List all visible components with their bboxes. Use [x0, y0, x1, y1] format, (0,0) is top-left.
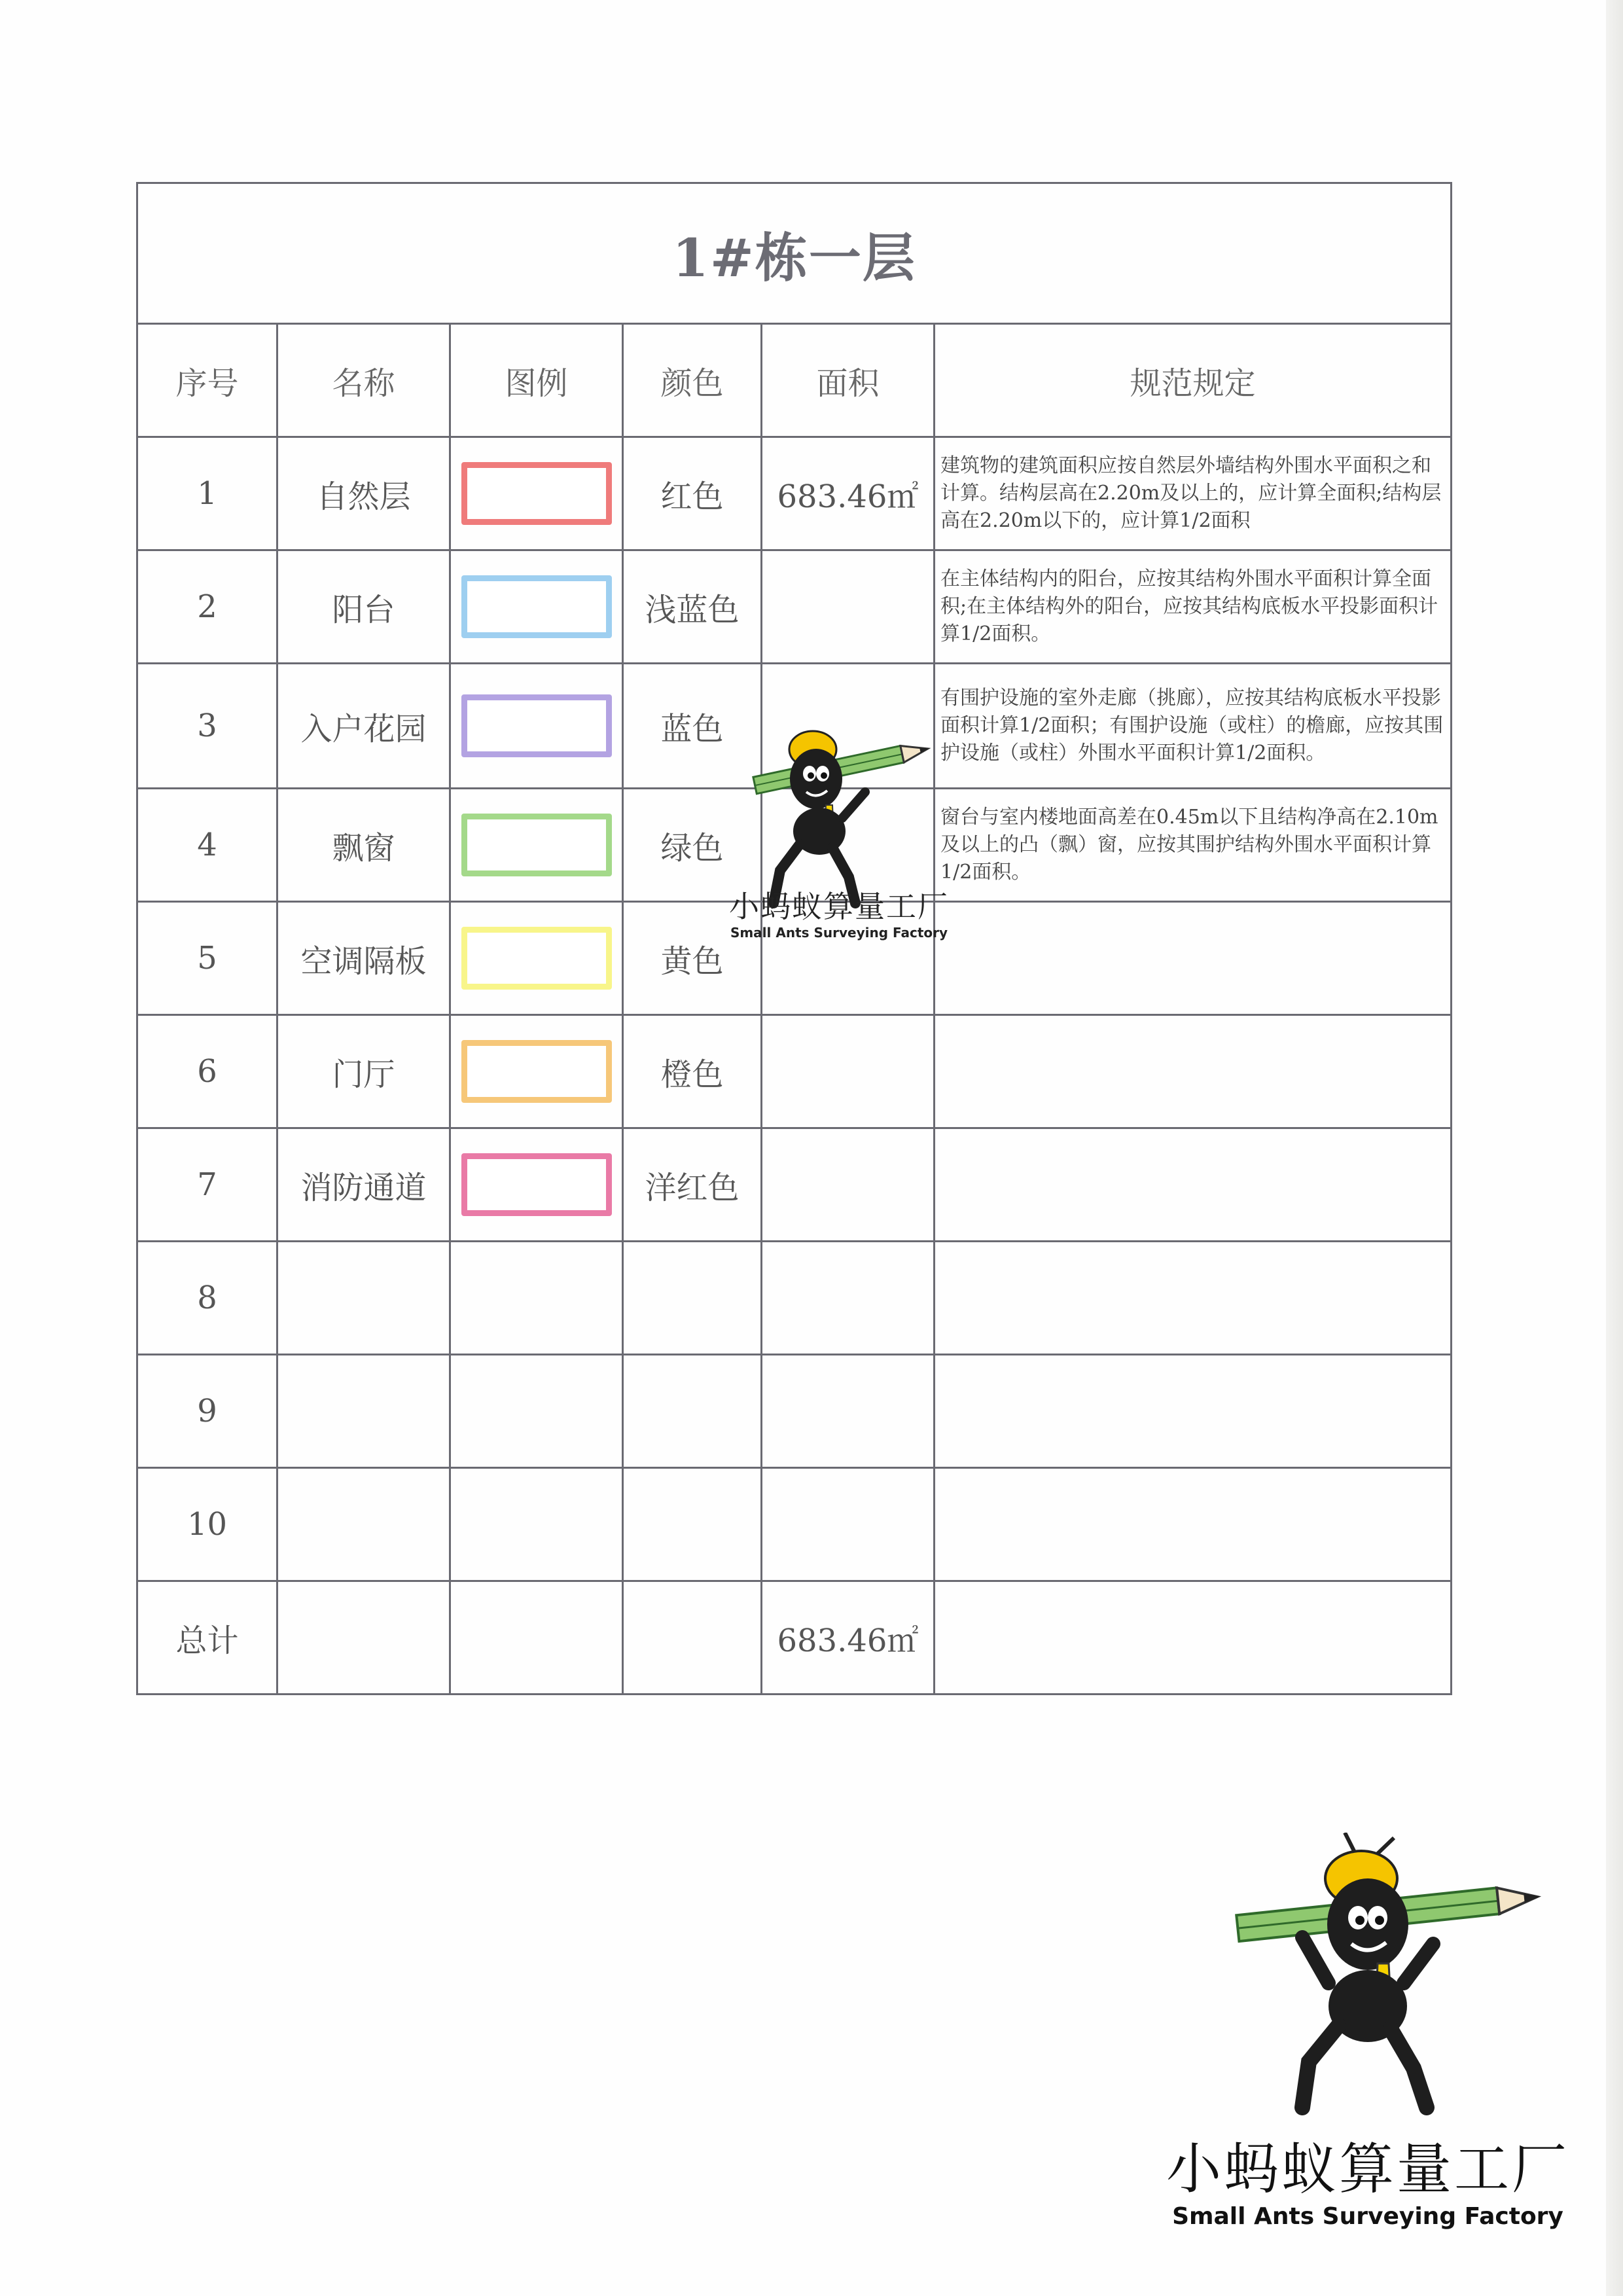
table-row [137, 1468, 1452, 1581]
row-legend [450, 1468, 623, 1581]
header-legend: 图例 [450, 324, 623, 437]
header-row [137, 324, 1452, 437]
row-legend [450, 1015, 623, 1128]
row-color: 橙色 [623, 1015, 762, 1128]
row-area [762, 1128, 935, 1242]
row-no: 1 [137, 437, 277, 550]
total-empty-3 [623, 1581, 762, 1695]
row-color: 红色 [623, 437, 762, 550]
brand-text [1152, 2136, 1584, 2232]
legend-swatch [461, 814, 612, 876]
row-spec: 建筑物的建筑面积应按自然层外墙结构外围水平面积之和计算。结构层高在2.20m及以上的，应计算全面积;结构层高在2.20m以下的，应计算1/2面积 [935, 437, 1452, 550]
header-no: 序号 [137, 324, 277, 437]
row-name: 消防通道 [277, 1128, 450, 1242]
row-name [277, 1468, 450, 1581]
watermark-en: Small Ants Surveying Factory [730, 925, 948, 941]
brand-cn: 小蚂蚁算量工厂 [1166, 2137, 1569, 2201]
row-name: 入户花园 [277, 664, 450, 789]
row-area [762, 1355, 935, 1468]
table-row [137, 1242, 1452, 1355]
row-no: 4 [137, 789, 277, 902]
row-name: 门厅 [277, 1015, 450, 1128]
row-area [762, 1242, 935, 1355]
total-empty-2 [450, 1581, 623, 1695]
row-spec [935, 902, 1452, 1015]
total-row [137, 1581, 1452, 1695]
row-legend [450, 437, 623, 550]
legend-swatch [461, 575, 612, 638]
table-row [137, 1128, 1452, 1242]
row-name: 阳台 [277, 550, 450, 664]
header-area: 面积 [762, 324, 935, 437]
row-spec: 有围护设施的室外走廊（挑廊），应按其结构底板水平投影面积计算1/2面积；有围护设施（或柱）的檐廊，应按其围护设施（或柱）外围水平面积计算1/2面积。 [935, 664, 1452, 789]
row-color [623, 1468, 762, 1581]
row-color: 黄色 [623, 902, 762, 1015]
row-legend [450, 664, 623, 789]
row-name: 自然层 [277, 437, 450, 550]
row-area [762, 1015, 935, 1128]
row-color [623, 1242, 762, 1355]
row-spec: 窗台与室内楼地面高差在0.45m以下且结构净高在2.10m及以上的凸（飘）窗，应按其围护结构外围水平面积计算1/2面积。 [935, 789, 1452, 902]
row-no: 2 [137, 550, 277, 664]
row-spec [935, 1355, 1452, 1468]
row-name [277, 1355, 450, 1468]
row-no: 5 [137, 902, 277, 1015]
total-empty-4 [935, 1581, 1452, 1695]
table-row [137, 1015, 1452, 1128]
table-row [137, 550, 1452, 664]
row-legend [450, 1355, 623, 1468]
row-color: 绿色 [623, 789, 762, 902]
row-legend [450, 1242, 623, 1355]
legend-swatch [461, 1153, 612, 1216]
header-name: 名称 [277, 324, 450, 437]
header-spec: 规范规定 [935, 324, 1452, 437]
row-spec [935, 1242, 1452, 1355]
table-title: 1#栋一层 [137, 183, 1452, 324]
watermark-text [715, 889, 963, 941]
header-color: 颜色 [623, 324, 762, 437]
row-spec: 在主体结构内的阳台，应按其结构外围水平面积计算全面积;在主体结构外的阳台，应按其结构底板水平投影面积计算1/2面积。 [935, 550, 1452, 664]
legend-swatch [461, 462, 612, 525]
row-spec [935, 1015, 1452, 1128]
brand-ant-logo [1230, 1833, 1571, 2121]
row-legend [450, 1128, 623, 1242]
row-area [762, 1468, 935, 1581]
total-label: 总计 [137, 1581, 277, 1695]
row-area [762, 550, 935, 664]
row-color [623, 1355, 762, 1468]
row-name [277, 1242, 450, 1355]
row-color: 浅蓝色 [623, 550, 762, 664]
total-area: 683.46㎡ [762, 1581, 935, 1695]
row-no: 3 [137, 664, 277, 789]
watermark-cn: 小蚂蚁算量工厂 [729, 889, 949, 924]
brand-en: Small Ants Surveying Factory [1172, 2203, 1563, 2230]
row-no: 6 [137, 1015, 277, 1128]
row-name: 空调隔板 [277, 902, 450, 1015]
table-row [137, 437, 1452, 550]
row-color: 蓝色 [623, 664, 762, 789]
legend-swatch [461, 1040, 612, 1103]
scan-edge [1606, 0, 1623, 2296]
row-no: 10 [137, 1468, 277, 1581]
row-no: 9 [137, 1355, 277, 1468]
legend-swatch [461, 694, 612, 757]
total-empty-1 [277, 1581, 450, 1695]
row-color: 洋红色 [623, 1128, 762, 1242]
row-no: 8 [137, 1242, 277, 1355]
table-row [137, 1355, 1452, 1468]
legend-swatch [461, 927, 612, 990]
row-legend [450, 902, 623, 1015]
row-no: 7 [137, 1128, 277, 1242]
row-legend [450, 550, 623, 664]
row-spec [935, 1128, 1452, 1242]
row-spec [935, 1468, 1452, 1581]
row-name: 飘窗 [277, 789, 450, 902]
row-area: 683.46㎡ [762, 437, 935, 550]
row-legend [450, 789, 623, 902]
